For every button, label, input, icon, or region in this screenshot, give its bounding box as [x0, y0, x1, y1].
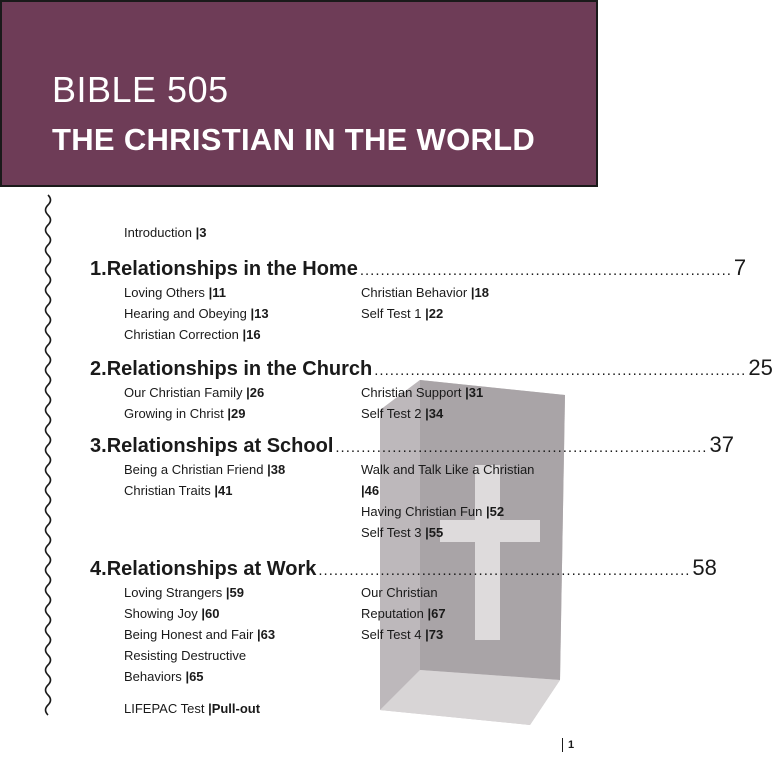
unit-number: 4. [90, 558, 107, 580]
toc-section-item[interactable] [124, 386, 264, 399]
section-page: |38 [267, 462, 286, 477]
section-label: Loving Others [124, 285, 205, 300]
section-label: Self Test 3 [361, 525, 422, 540]
section-label: Resisting Destructive [124, 648, 247, 663]
section-label: Our Christian [361, 585, 438, 600]
unit-page: 7 [733, 255, 747, 280]
toc-section-item[interactable] [361, 463, 534, 476]
section-page: |67 [427, 606, 446, 621]
section-page: |31 [465, 385, 484, 400]
section-page: |16 [242, 327, 261, 342]
section-label: Loving Strangers [124, 585, 223, 600]
section-label: Walk and Talk Like a Christian [361, 462, 535, 477]
unit-page: 58 [692, 555, 717, 580]
wavy-line-icon [36, 195, 60, 715]
section-label: Self Test 1 [361, 306, 422, 321]
toc-section-item[interactable] [361, 628, 443, 641]
header-banner [0, 0, 598, 187]
section-label: Being a Christian Friend [124, 462, 264, 477]
section-page: |52 [486, 504, 505, 519]
dot-leader: ........................................................................ [374, 362, 747, 379]
section-label: Being Honest and Fair [124, 627, 254, 642]
section-label: Self Test 2 [361, 406, 422, 421]
section-label: Showing Joy [124, 606, 198, 621]
toc-unit-2[interactable] [90, 355, 773, 381]
section-label: Christian Support [361, 385, 462, 400]
section-label: Christian Behavior [361, 285, 468, 300]
section-label: Christian Traits [124, 483, 211, 498]
footer-divider [562, 738, 563, 752]
toc-introduction[interactable] [124, 225, 206, 240]
toc-unit-4[interactable] [90, 555, 717, 581]
toc-unit-3[interactable] [90, 432, 734, 458]
unit-number: 2. [90, 358, 107, 380]
unit-title: Relationships at School [106, 435, 334, 457]
section-label: Reputation [361, 606, 424, 621]
unit-page: 25 [748, 355, 773, 380]
section-label: Self Test 4 [361, 627, 422, 642]
introduction-page: |3 [195, 225, 207, 240]
section-page: |26 [246, 385, 265, 400]
toc-section-item[interactable] [124, 670, 204, 683]
section-label: Our Christian Family [124, 385, 243, 400]
toc-section-item[interactable] [361, 386, 483, 399]
section-page: |55 [425, 525, 444, 540]
unit-number: 1. [90, 258, 107, 280]
section-page: |41 [214, 483, 233, 498]
unit-title: Relationships in the Home [106, 258, 358, 280]
toc-section-item[interactable] [124, 628, 275, 641]
lifepac-page: |Pull-out [208, 701, 261, 716]
bible-book-icon [360, 370, 575, 735]
section-page: |34 [425, 406, 444, 421]
toc-unit-1[interactable] [90, 255, 747, 281]
section-label: Hearing and Obeying [124, 306, 247, 321]
dot-leader: ........................................................................ [359, 262, 732, 279]
toc-section-item[interactable] [124, 407, 245, 420]
section-page: |60 [201, 606, 220, 621]
page-number: 1 [568, 739, 575, 751]
toc-section-item[interactable] [124, 463, 285, 476]
toc-section-item[interactable] [361, 505, 504, 518]
toc-section-item[interactable] [124, 586, 244, 599]
introduction-label: Introduction [124, 225, 192, 240]
section-label: Growing in Christ [124, 406, 224, 421]
page-title: THE CHRISTIAN IN THE WORLD [52, 122, 536, 157]
section-page: |59 [225, 585, 245, 600]
toc-section-item[interactable] [124, 607, 219, 620]
unit-page: 37 [709, 432, 734, 457]
toc-section-item[interactable] [124, 649, 246, 662]
toc-section-item[interactable] [124, 286, 226, 299]
section-page: |13 [250, 306, 269, 321]
toc-section-item[interactable] [361, 586, 438, 599]
toc-section-item[interactable] [124, 307, 269, 320]
section-label: Having Christian Fun [361, 504, 483, 519]
section-label: Behaviors [124, 669, 182, 684]
toc-section-item[interactable] [124, 328, 261, 341]
toc-lifepac-test[interactable] [124, 702, 260, 715]
section-page: |46 [361, 483, 380, 498]
lifepac-label: LIFEPAC Test [124, 701, 205, 716]
section-page: |11 [208, 285, 226, 300]
section-page: |73 [425, 627, 444, 642]
toc-section-item[interactable] [361, 286, 489, 299]
toc-section-item[interactable] [361, 407, 443, 420]
toc-section-item[interactable] [361, 307, 443, 320]
unit-title: Relationships at Work [106, 558, 317, 580]
toc-section-item[interactable] [124, 484, 232, 497]
dot-leader: ........................................................................ [335, 439, 708, 456]
section-page: |29 [227, 406, 246, 421]
section-page: |63 [256, 627, 276, 642]
dot-leader: ........................................................................ [318, 562, 691, 579]
toc-section-item[interactable] [361, 526, 443, 539]
section-label: Christian Correction [124, 327, 239, 342]
section-page: |18 [470, 285, 489, 300]
unit-number: 3. [90, 435, 107, 457]
course-series: BIBLE 505 [52, 69, 229, 110]
toc-section-item[interactable] [361, 484, 379, 497]
unit-title: Relationships in the Church [106, 358, 373, 380]
toc-section-item[interactable] [361, 607, 446, 620]
section-page: |22 [425, 306, 444, 321]
section-page: |65 [185, 669, 204, 684]
